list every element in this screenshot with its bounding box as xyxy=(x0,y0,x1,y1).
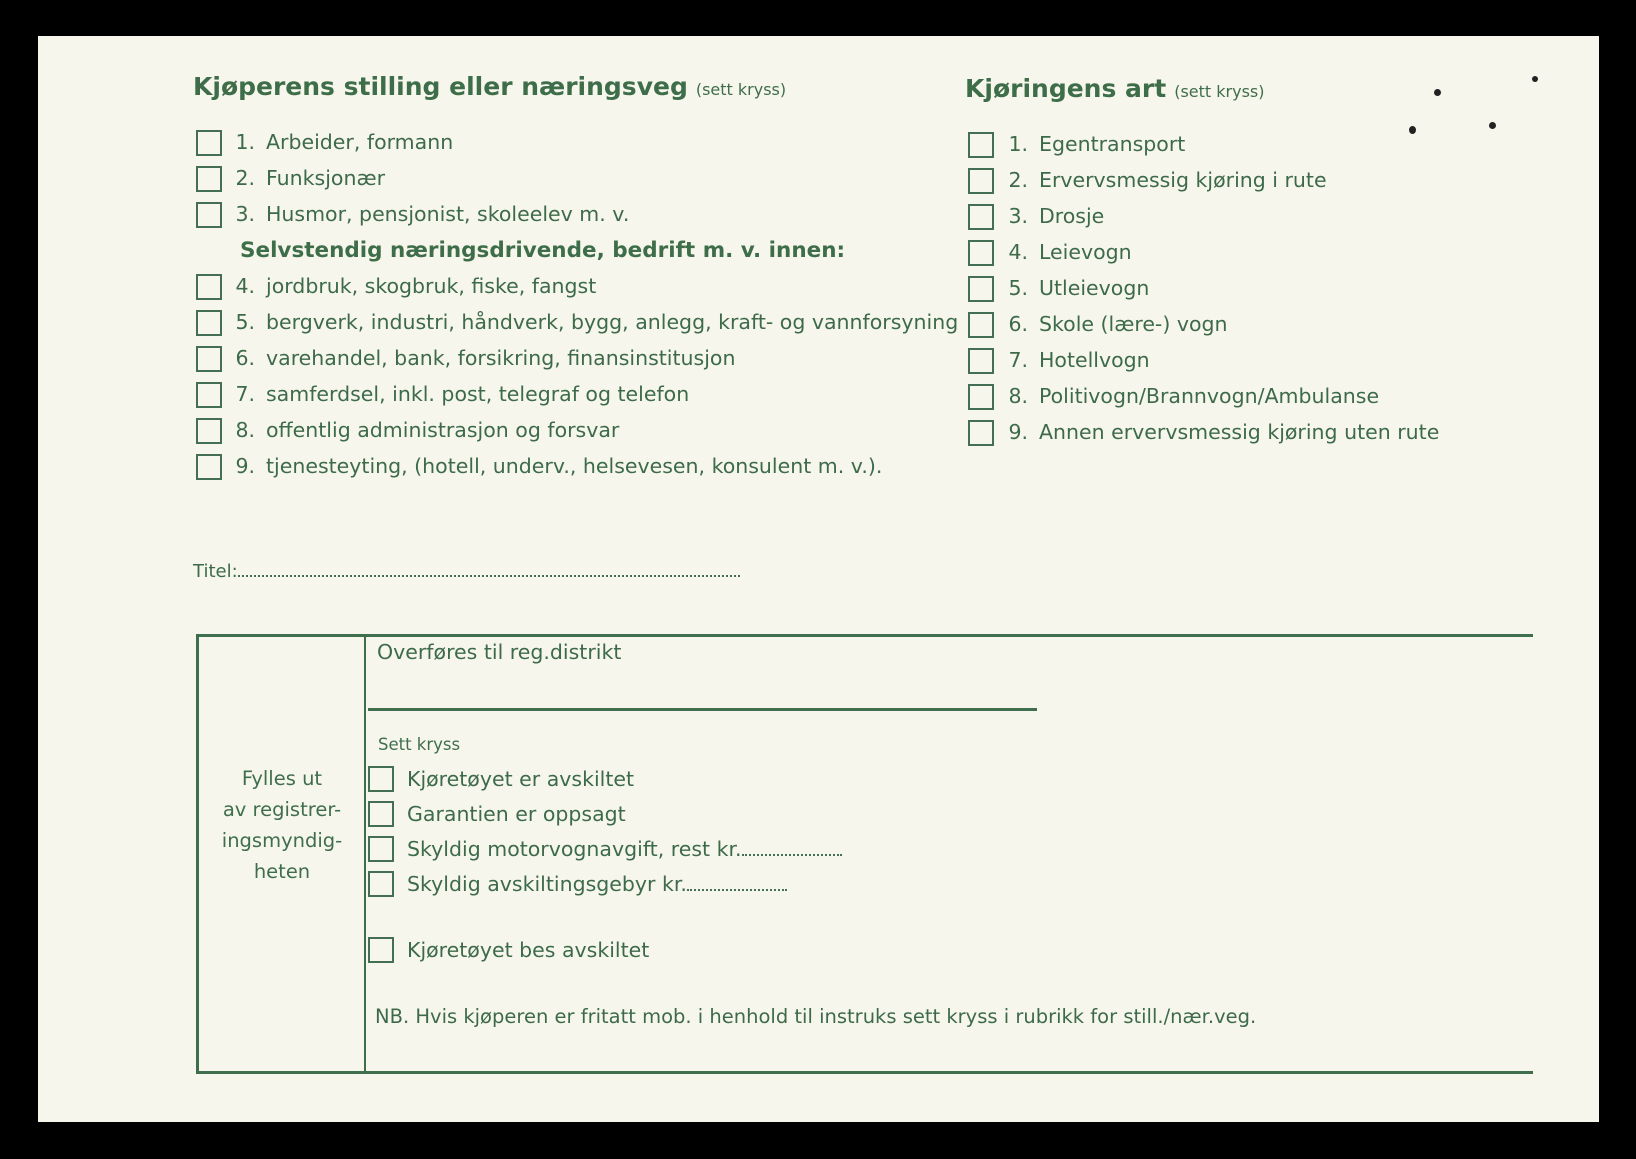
driving-type-title: Kjøringens art xyxy=(965,74,1167,103)
occupation-item-6: 6. varehandel, bank, forsikring, finansinstitusjon xyxy=(235,346,736,370)
driving-item-9: 9. Annen ervervsmessig kjøring uten rute xyxy=(1008,420,1440,444)
check-instruction-label: Sett kryss xyxy=(378,735,461,754)
buyer-occupation-title: Kjøperens stilling eller næringsveg xyxy=(193,72,688,101)
buyer-occupation-heading xyxy=(193,72,786,101)
driving-item-8: 8. Politivogn/Brannvogn/Ambulanse xyxy=(1008,384,1380,408)
checkbox-driving-1[interactable] xyxy=(968,132,994,158)
ink-mark xyxy=(1409,126,1416,134)
checkbox-occupation-2[interactable] xyxy=(196,166,222,192)
checkbox-plate-fee-due[interactable] xyxy=(368,871,394,897)
request-deregistration-label: Kjøretøyet bes avskiltet xyxy=(407,938,650,962)
registration-authority-label: Fylles ut av registrer- ingsmyndig- heten xyxy=(221,767,343,883)
occupation-item-8: 8. offentlig administrasjon og forsvar xyxy=(235,418,620,442)
driving-type-heading xyxy=(965,74,1264,103)
checkbox-driving-8[interactable] xyxy=(968,384,994,410)
title-field[interactable] xyxy=(193,561,740,582)
driving-item-6: 6. Skole (lære-) vogn xyxy=(1008,312,1228,336)
occupation-item-2: 2. Funksjonær xyxy=(235,166,385,190)
transfer-district-line[interactable] xyxy=(368,708,1037,711)
occupation-item-9: 9. tjenesteyting, (hotell, underv., helsevesen, konsulent m. v.). xyxy=(235,454,883,478)
driving-item-2: 2. Ervervsmessig kjøring i rute xyxy=(1008,168,1327,192)
title-dotted-line xyxy=(238,575,740,577)
buyer-occupation-note: (sett kryss) xyxy=(695,80,787,99)
ink-mark xyxy=(1434,89,1441,96)
box-top-border xyxy=(196,634,1533,637)
motor-tax-dotted-line xyxy=(742,854,842,856)
driving-item-1: 1. Egentransport xyxy=(1008,132,1186,156)
checkbox-occupation-8[interactable] xyxy=(196,418,222,444)
occupation-item-5: 5. bergverk, industri, håndverk, bygg, anlegg, kraft- og vannforsyning xyxy=(235,310,959,334)
occupation-item-3: 3. Husmor, pensjonist, skoleelev m. v. xyxy=(235,202,630,226)
occupation-item-1: 1. Arbeider, formann xyxy=(235,130,454,154)
checkbox-driving-5[interactable] xyxy=(968,276,994,302)
occupation-item-4: 4. jordbruk, skogbruk, fiske, fangst xyxy=(235,274,597,298)
checkbox-occupation-6[interactable] xyxy=(196,346,222,372)
exemption-note: NB. Hvis kjøperen er fritatt mob. i henhold til instruks sett kryss i rubrikk for still./nær.veg. xyxy=(375,1005,1257,1028)
plate-fee-due-label: Skyldig avskiltingsgebyr kr. xyxy=(407,872,787,896)
ink-mark xyxy=(1532,76,1538,82)
checkbox-driving-3[interactable] xyxy=(968,204,994,230)
self-employed-subheading: Selvstendig næringsdrivende, bedrift m. v. innen: xyxy=(240,238,846,263)
occupation-item-7: 7. samferdsel, inkl. post, telegraf og telefon xyxy=(235,382,690,406)
checkbox-occupation-1[interactable] xyxy=(196,130,222,156)
driving-item-7: 7. Hotellvogn xyxy=(1008,348,1150,372)
checkbox-driving-7[interactable] xyxy=(968,348,994,374)
box-divider xyxy=(364,634,366,1074)
checkbox-occupation-4[interactable] xyxy=(196,274,222,300)
checkbox-occupation-3[interactable] xyxy=(196,202,222,228)
checkbox-driving-4[interactable] xyxy=(968,240,994,266)
driving-type-note: (sett kryss) xyxy=(1174,82,1265,101)
checkbox-driving-9[interactable] xyxy=(968,420,994,446)
checkbox-occupation-5[interactable] xyxy=(196,310,222,336)
checkbox-guarantee-cancelled[interactable] xyxy=(368,801,394,827)
plate-fee-dotted-line xyxy=(687,889,787,891)
guarantee-cancelled-label: Garantien er oppsagt xyxy=(407,802,626,826)
checkbox-motor-tax-due[interactable] xyxy=(368,836,394,862)
checkbox-driving-2[interactable] xyxy=(968,168,994,194)
box-bottom-border xyxy=(196,1071,1533,1074)
driving-item-3: 3. Drosje xyxy=(1008,204,1105,228)
checkbox-occupation-9[interactable] xyxy=(196,454,222,480)
checkbox-driving-6[interactable] xyxy=(968,312,994,338)
driving-item-4: 4. Leievogn xyxy=(1008,240,1132,264)
box-left-border xyxy=(196,634,199,1074)
driving-item-5: 5. Utleievogn xyxy=(1008,276,1150,300)
checkbox-deregistered[interactable] xyxy=(368,766,394,792)
checkbox-occupation-7[interactable] xyxy=(196,382,222,408)
checkbox-request-deregistration[interactable] xyxy=(368,937,394,963)
title-label: Titel: xyxy=(193,561,238,582)
ink-mark xyxy=(1489,122,1496,129)
transfer-district-label: Overføres til reg.distrikt xyxy=(377,640,622,664)
motor-tax-due-label: Skyldig motorvognavgift, rest kr. xyxy=(407,837,842,861)
deregistered-label: Kjøretøyet er avskiltet xyxy=(407,767,635,791)
